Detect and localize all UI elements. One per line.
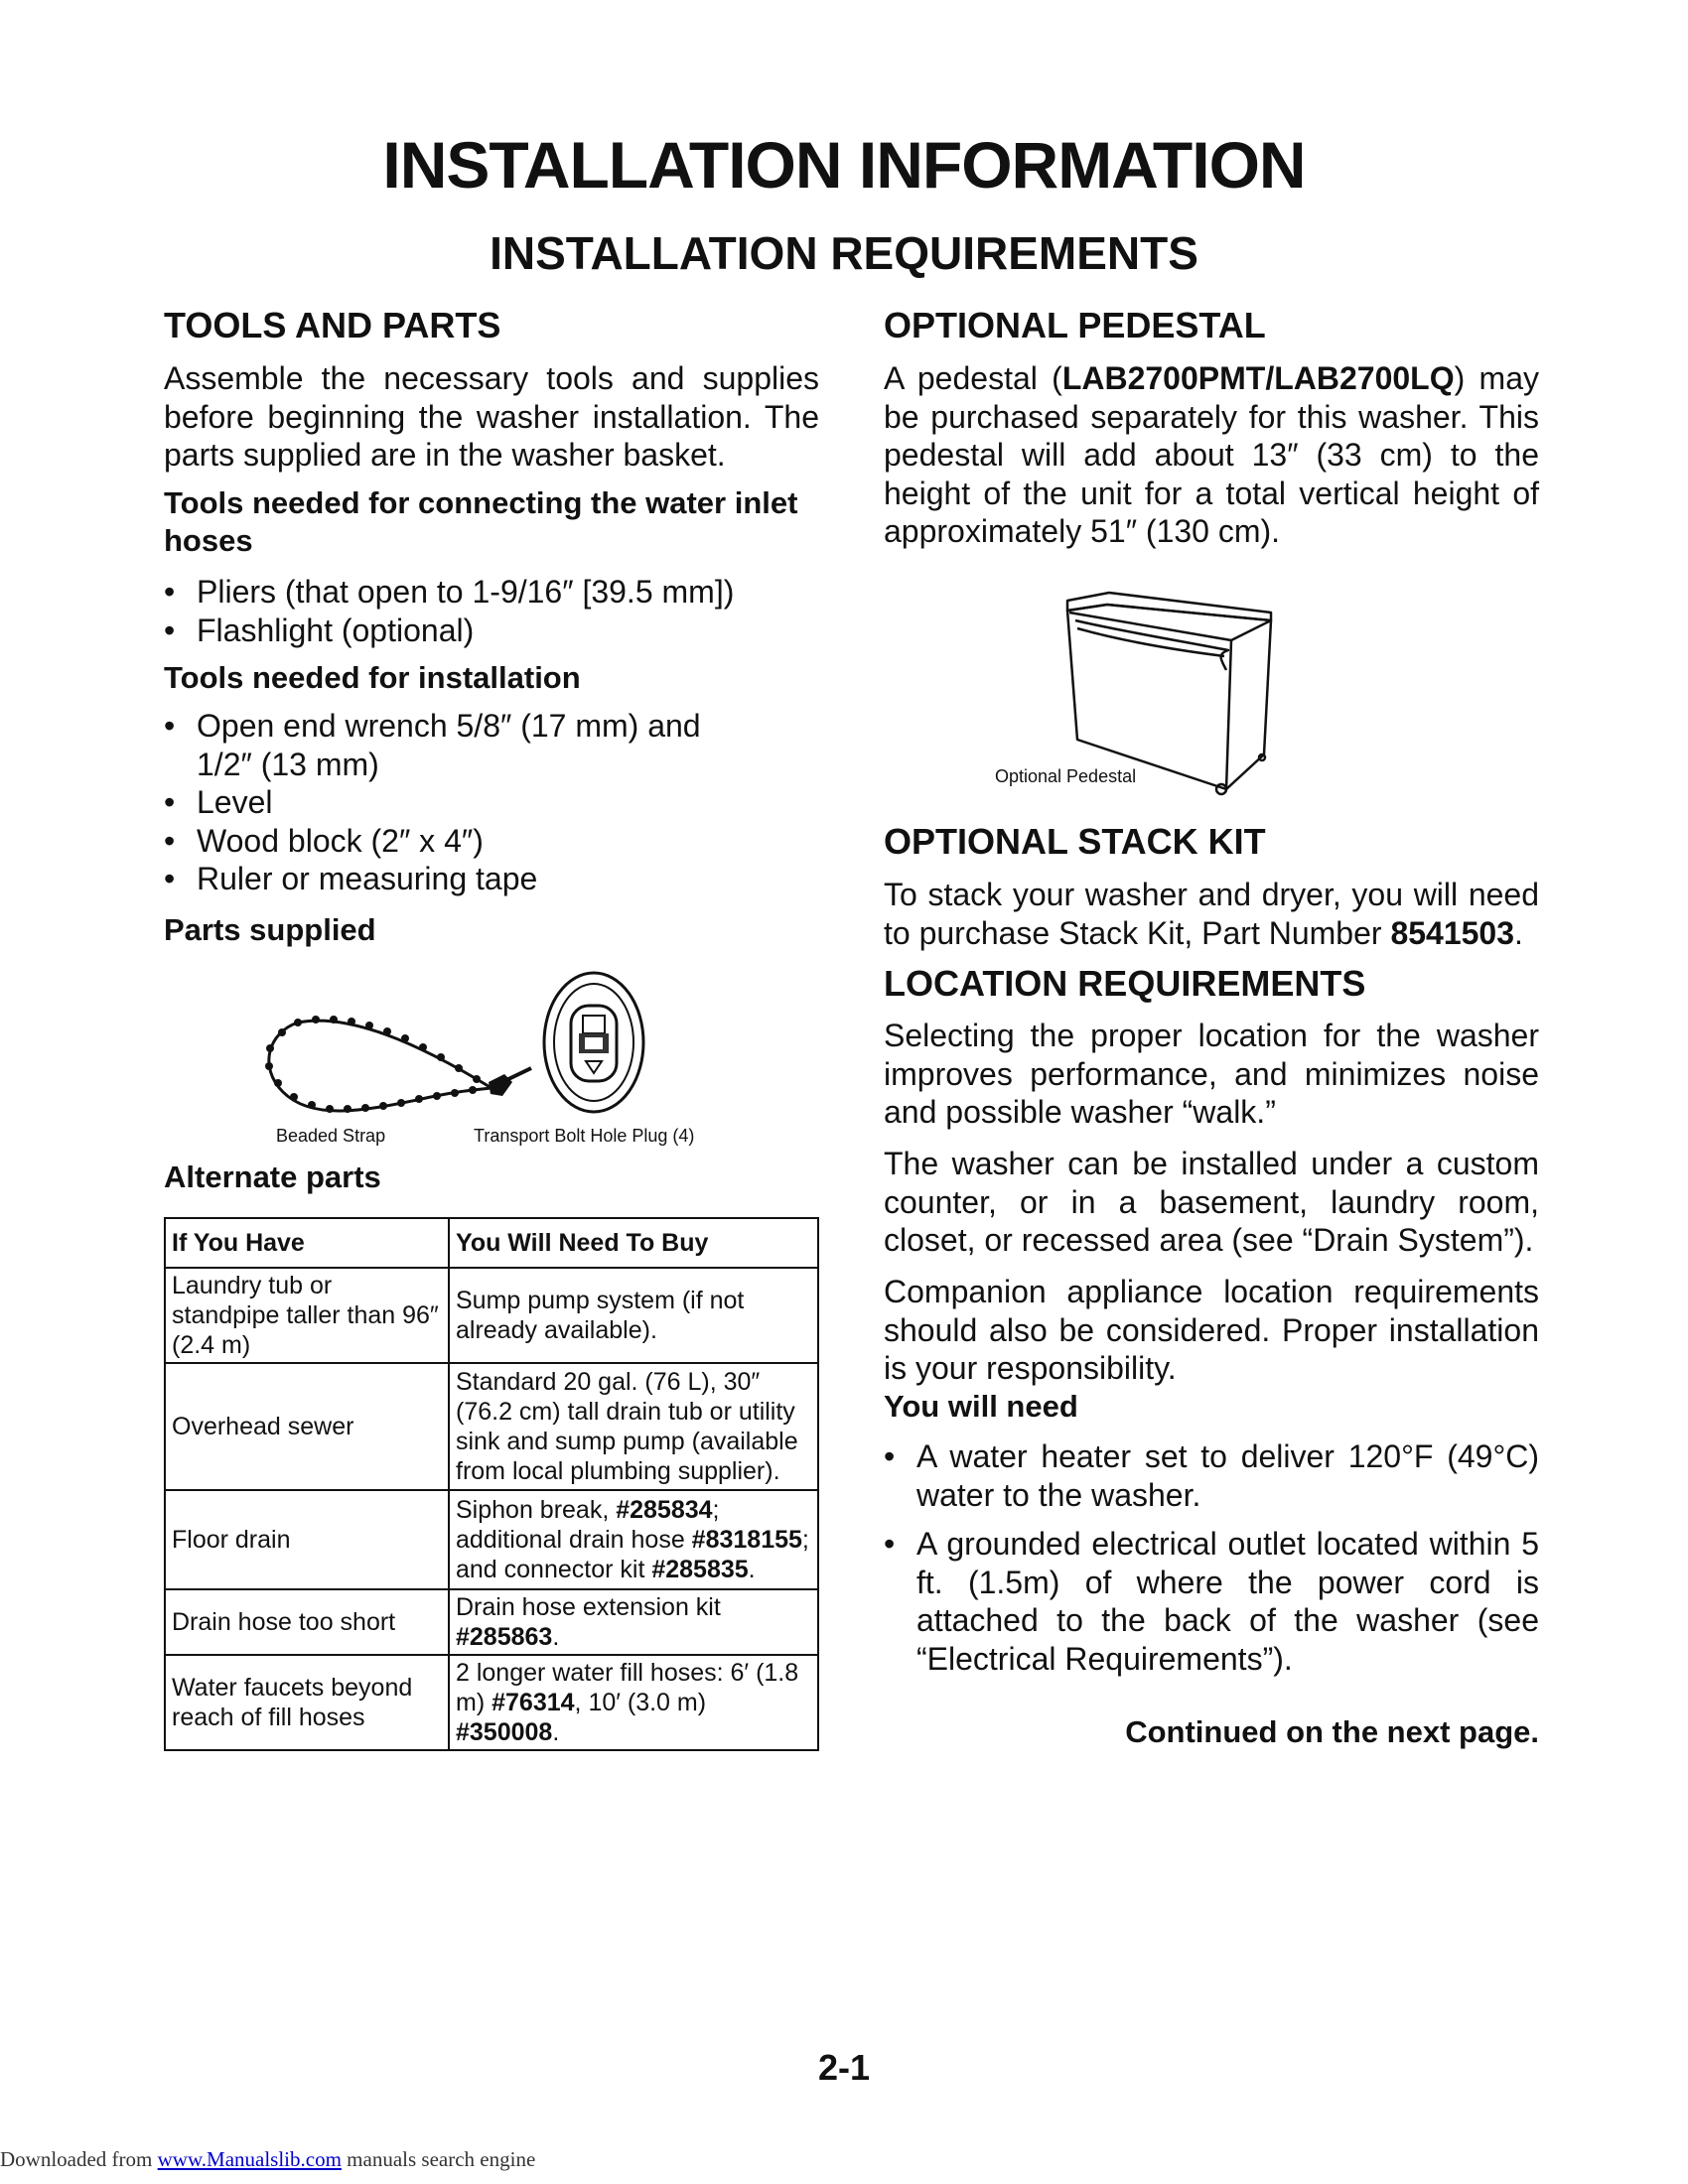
list-item: • A grounded electrical outlet located within 5 ft. (1.5m) of where the power cord is attached to the back of the washer (see “Electrical Requirements”). [884, 1526, 1539, 1677]
list-item: • A water heater set to deliver 120°F (49°C) water to the washer. [884, 1438, 1539, 1513]
hoses-heading: Tools needed for connecting the water inlet hoses [164, 485, 798, 558]
list-item: • Wood block (2″ x 4″) [164, 822, 484, 859]
hole-plug-caption: Transport Bolt Hole Plug (4) [474, 1126, 695, 1146]
table-cell: Water faucets beyond reach of fill hoses [165, 1655, 449, 1750]
table-cell: Sump pump system (if not already available). [449, 1268, 818, 1363]
table-row [165, 1655, 818, 1750]
stack-text: To stack your washer and dryer, you will need to purchase Stack Kit, Part Number 8541503. [884, 877, 1539, 951]
need-list [884, 1437, 1539, 1678]
table-row [165, 1268, 818, 1363]
table-header: You Will Need To Buy [449, 1218, 818, 1268]
table-row [165, 1490, 818, 1589]
hoses-list [164, 573, 819, 649]
stack-heading: OPTIONAL STACK KIT [884, 821, 1266, 862]
continued-note: Continued on the next page. [1125, 1714, 1539, 1749]
need-heading: You will need [884, 1389, 1078, 1424]
table-cell: 2 longer water fill hoses: 6′ (1.8 m) #76314, 10′ (3.0 m) #350008. [449, 1655, 818, 1750]
alt-heading: Alternate parts [164, 1160, 381, 1194]
table-cell: Siphon break, #285834; additional drain hose #8318155; and connector kit #285835. [449, 1490, 818, 1589]
table-cell: Overhead sewer [165, 1363, 449, 1490]
table-cell: Drain hose extension kit #285863. [449, 1589, 818, 1655]
page-subtitle: INSTALLATION REQUIREMENTS [490, 227, 1198, 279]
location-paragraph-3: Companion appliance location requirements should also be considered. Proper installation is your responsibility. [884, 1274, 1539, 1386]
hole-plug-image [539, 968, 648, 1117]
table-cell: Standard 20 gal. (76 L), 30″ (76.2 cm) tall drain tub or utility sink and sump pump (available from local plumbing supplier). [449, 1363, 818, 1490]
table-header-row [165, 1218, 818, 1268]
page-title: INSTALLATION INFORMATION [382, 128, 1306, 202]
tools-intro: Assemble the necessary tools and supplies before beginning the washer installation. The parts supplied are in the washer basket. [164, 360, 819, 473]
list-item: • Pliers (that open to 1-9/16″ [39.5 mm]) [164, 574, 735, 610]
download-footer: Downloaded from www.Manualslib.com manuals search engine [0, 2147, 536, 2171]
location-heading: LOCATION REQUIREMENTS [884, 963, 1366, 1004]
table-row [165, 1363, 818, 1490]
manualslib-link[interactable]: www.Manualslib.com [157, 2147, 342, 2171]
list-item: • Level [164, 784, 273, 820]
install-list [164, 707, 819, 898]
pedestal-text: A pedestal (LAB2700PMT/LAB2700LQ) may be purchased separately for this washer. This pedestal will add about 13″ (33 cm) to the height of the unit for a total vertical height of approximately 51″ (130 cm). [884, 360, 1539, 549]
list-item: • Flashlight (optional) [164, 612, 475, 648]
table-row [165, 1589, 818, 1655]
beaded-strap-caption: Beaded Strap [276, 1126, 386, 1146]
location-paragraph-2: The washer can be installed under a custom counter, or in a basement, laundry room, closet, or recessed area (see “Drain System”). [884, 1146, 1539, 1258]
table-header: If You Have [165, 1218, 449, 1268]
page-number: 2-1 [817, 2047, 871, 2088]
pedestal-caption: Optional Pedestal [995, 766, 1137, 786]
location-paragraph-1: Selecting the proper location for the washer improves performance, and minimizes noise and possible washer “walk.” [884, 1018, 1539, 1130]
parts-heading: Parts supplied [164, 912, 376, 947]
tools-heading: TOOLS AND PARTS [164, 305, 501, 345]
table-cell: Drain hose too short [165, 1589, 449, 1655]
alternate-parts-table [164, 1217, 819, 1751]
table-cell: Laundry tub or standpipe taller than 96″ (2.4 m) [165, 1268, 449, 1363]
install-heading: Tools needed for installation [164, 660, 581, 695]
list-item: • Open end wrench 5/8″ (17 mm) and 1/2″ (13 mm) [164, 708, 701, 782]
table-cell: Floor drain [165, 1490, 449, 1589]
pedestal-heading: OPTIONAL PEDESTAL [884, 305, 1266, 345]
list-item: • Ruler or measuring tape [164, 861, 538, 896]
